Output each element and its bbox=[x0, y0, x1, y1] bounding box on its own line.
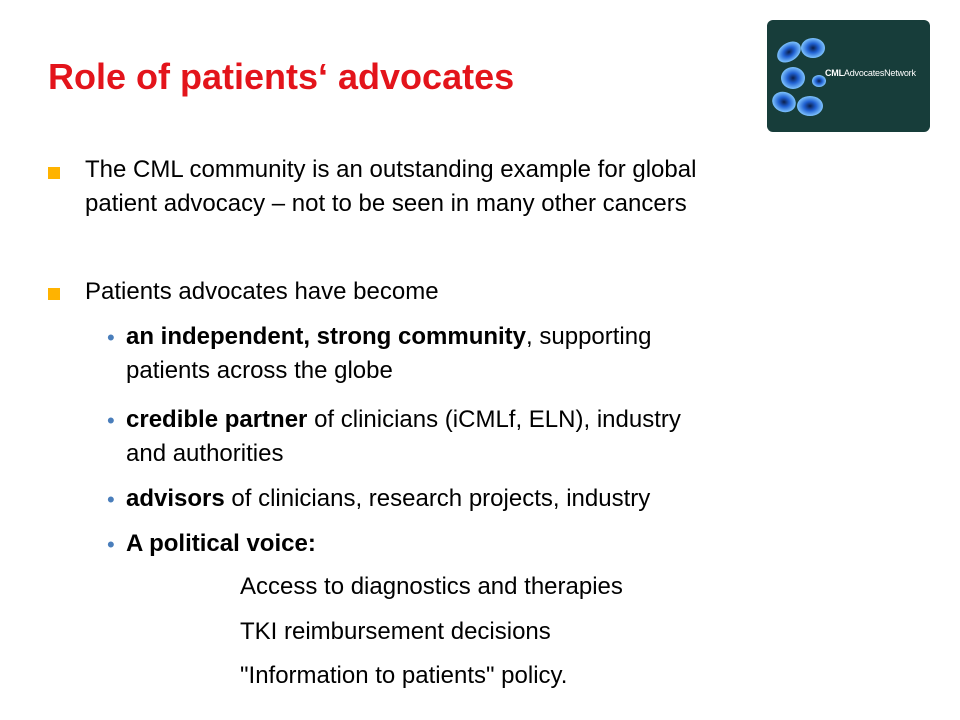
sub-bullet-1: an independent, strong community, supporting bbox=[126, 323, 652, 350]
bullet-1-line-1: The CML community is an outstanding example for global bbox=[85, 156, 697, 183]
square-bullet bbox=[48, 288, 60, 300]
slide-title: Role of patients‘ advocates bbox=[48, 56, 515, 97]
sub-bullet-2: credible partner of clinicians (iCMLf, ELN), industry bbox=[126, 406, 681, 433]
indented-line-1: Access to diagnostics and therapies bbox=[240, 573, 623, 600]
indented-line-3: "Information to patients" policy. bbox=[240, 662, 568, 689]
sub-bullet-3: advisors of clinicians, research projects, industry bbox=[126, 485, 651, 512]
dot-bullet: • bbox=[107, 532, 115, 557]
logo-text: CMLAdvocatesNetwork bbox=[825, 68, 916, 78]
indented-line-2: TKI reimbursement decisions bbox=[240, 618, 551, 645]
sub-bullet-2-line-2: and authorities bbox=[126, 440, 284, 467]
square-bullet bbox=[48, 167, 60, 179]
sub-bullet-4: A political voice: bbox=[126, 530, 316, 557]
dot-bullet: • bbox=[107, 408, 115, 433]
bullet-1-line-2: patient advocacy – not to be seen in many other cancers bbox=[85, 190, 687, 217]
dot-bullet: • bbox=[107, 325, 115, 350]
dot-bullet: • bbox=[107, 487, 115, 512]
sub-bullet-1-line-2: patients across the globe bbox=[126, 357, 393, 384]
bullet-2-line-1: Patients advocates have become bbox=[85, 278, 439, 305]
